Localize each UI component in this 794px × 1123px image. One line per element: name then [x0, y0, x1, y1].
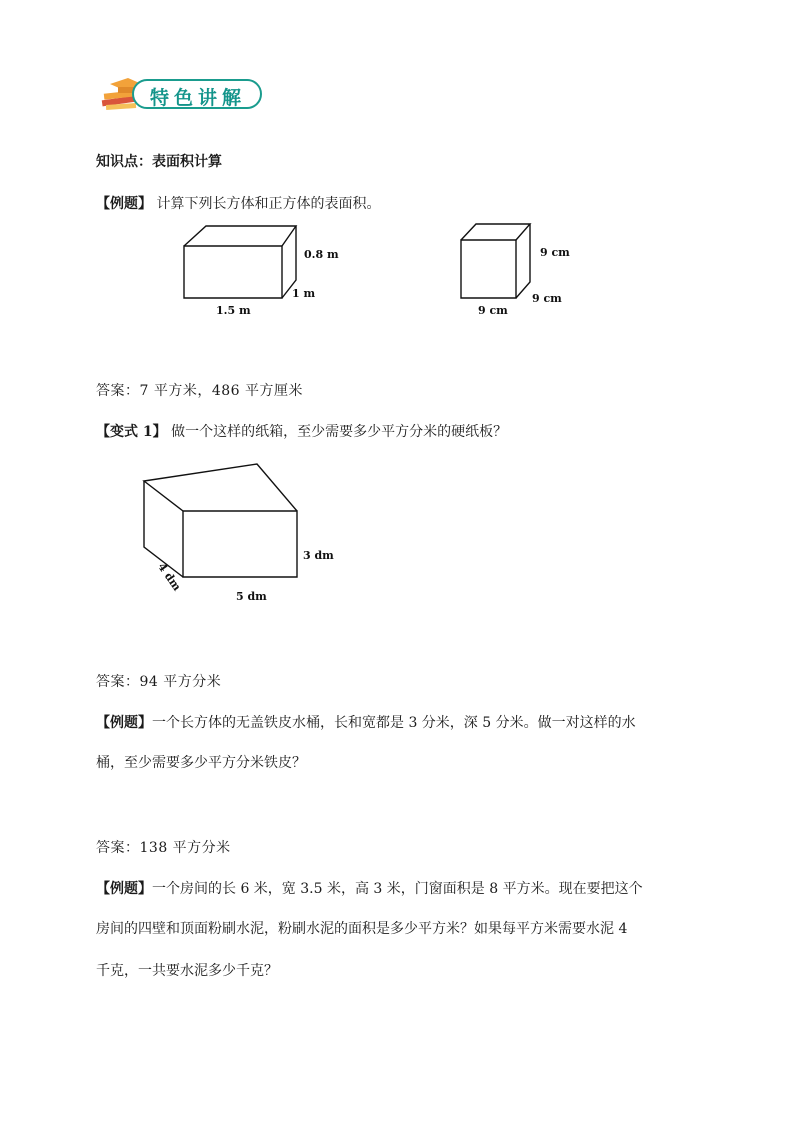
box-height-label: 3 dm [303, 549, 334, 562]
box-figure [135, 455, 345, 605]
banner-title: 特色讲解 [150, 87, 247, 109]
example2-question-text1: 一个长方体的无盖铁皮水桶，长和宽都是 3 分米，深 5 分米。做一对这样的水 [152, 715, 636, 731]
box-length-label: 5 dm [236, 590, 267, 603]
example3-question-line2: 房间的四壁和顶面粉刷水泥，粉刷水泥的面积是多少平方米？如果每平方米需要水泥 4 [96, 921, 628, 937]
cube-width-label: 9 cm [478, 304, 508, 317]
variant1-question: 做一个这样的纸箱，至少需要多少平方分米的硬纸板？ [171, 424, 508, 440]
cuboid-height-label: 0.8 m [304, 248, 339, 261]
banner-pill [132, 79, 262, 109]
variant1-answer: 答案：94 平方分米 [96, 674, 222, 690]
example3-question-line3: 千克，一共要水泥多少千克？ [96, 963, 278, 979]
box-depth-label: 4 dm [155, 560, 184, 594]
example1-question: 计算下列长方体和正方体的表面积。 [156, 196, 381, 212]
cube-depth-label: 9 cm [532, 292, 562, 305]
variant1-question-line [96, 421, 507, 441]
example3-tag: 【例题】 [96, 881, 152, 897]
section-banner [96, 76, 268, 114]
example3-question-text1: 一个房间的长 6 米，宽 3.5 米，高 3 米，门窗面积是 8 平方米。现在要把这个 [152, 881, 643, 897]
cuboid-length-label: 1.5 m [216, 304, 251, 317]
cube-height-label: 9 cm [540, 246, 570, 259]
example2-answer: 答案：138 平方分米 [96, 840, 231, 856]
cuboid-figure [170, 218, 360, 323]
example2-question-line1 [96, 712, 636, 732]
section-heading: 知识点：表面积计算 [96, 154, 222, 170]
cuboid-width-label: 1 m [292, 287, 316, 300]
example2-question-line2: 桶，至少需要多少平方分米铁皮？ [96, 755, 306, 771]
example3-question-line1 [96, 878, 643, 898]
cube-figure [450, 216, 580, 324]
example1-tag: 【例题】 [96, 196, 152, 212]
example1-answer: 答案：7 平方米，486 平方厘米 [96, 383, 304, 399]
variant1-tag: 【变式 1】 [96, 424, 167, 440]
example2-tag: 【例题】 [96, 715, 152, 731]
example1-question-line [96, 193, 380, 213]
